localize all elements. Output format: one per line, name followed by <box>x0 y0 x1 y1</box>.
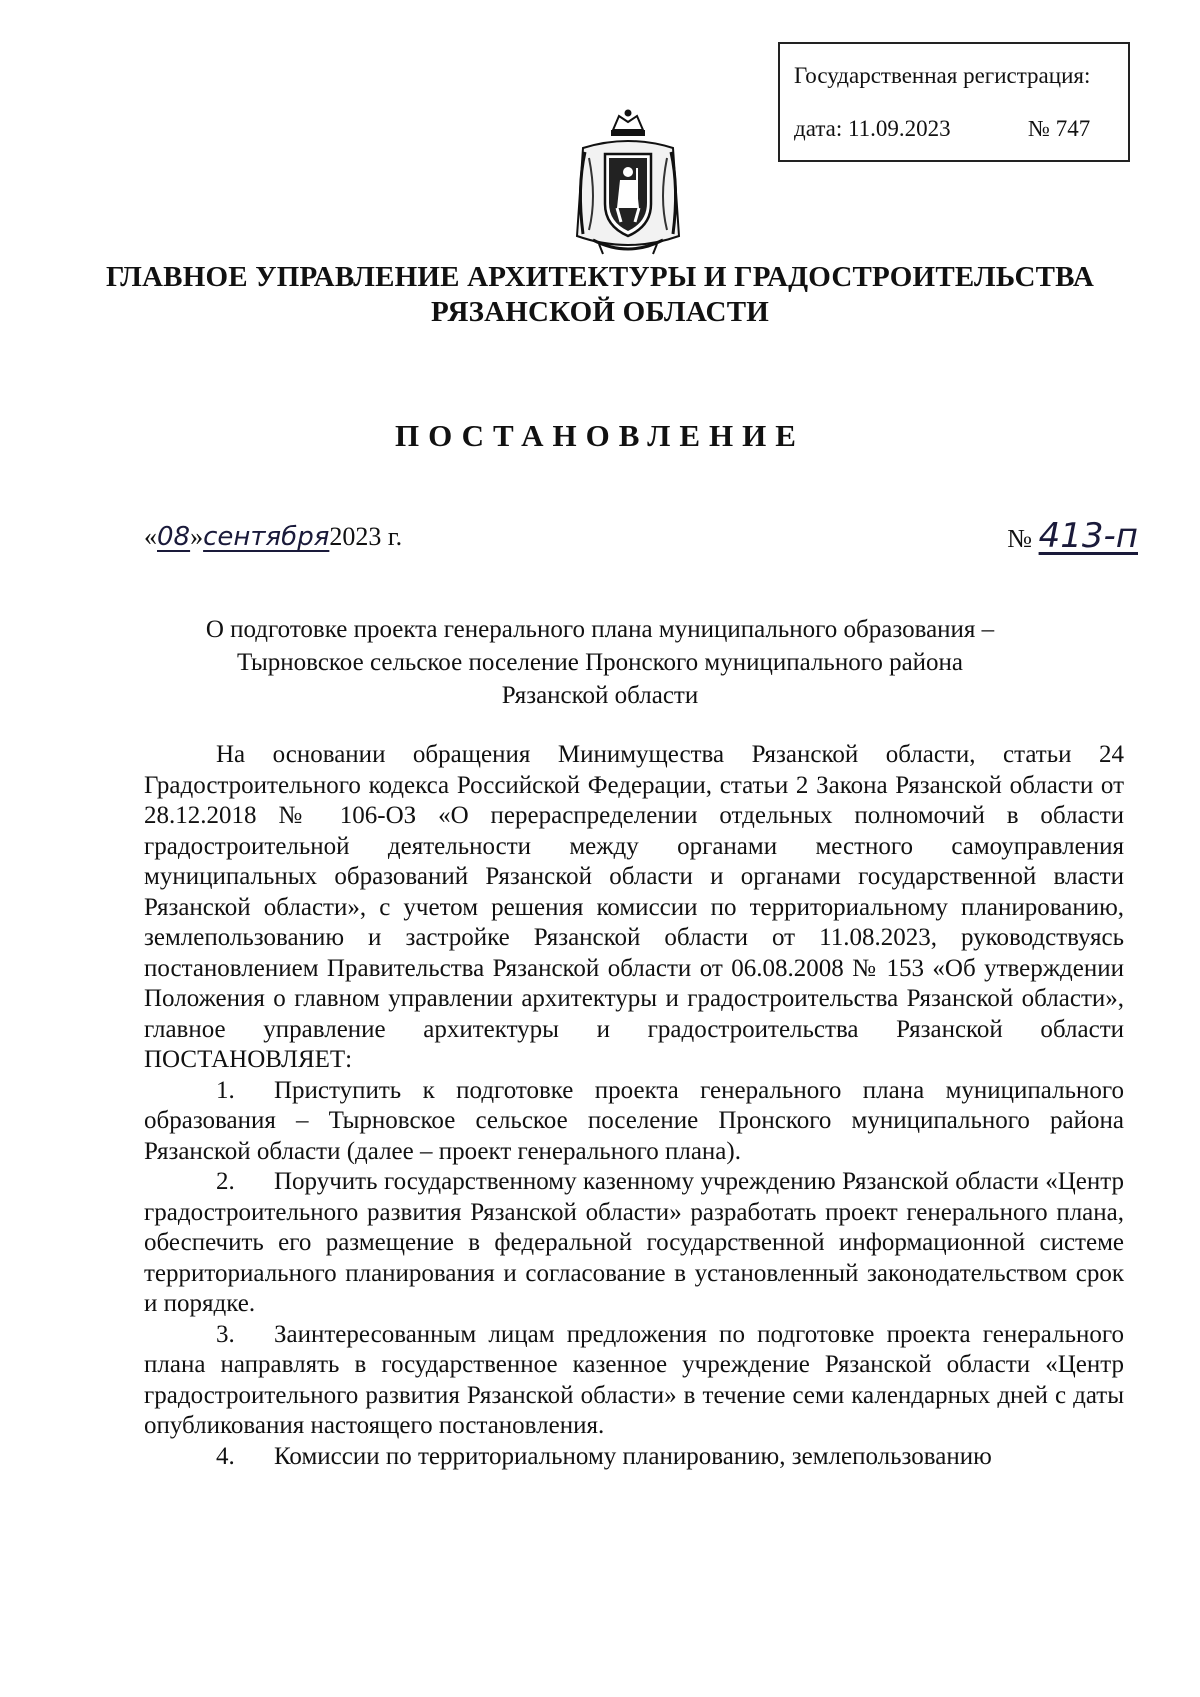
date-year: 2023 г. <box>329 522 403 551</box>
list-item: 4. Комиссии по территориальному планированию, землепользованию <box>216 1442 992 1470</box>
list-item: 3. Заинтересованным лицам предложения по подготовке проекта генерального плана направлять в государственное казенное учреждение Рязанской области «Центр градостроительного развития Рязанской области» в течение семи календарных дней с даты опубликования настоящего постановления. <box>144 1320 1124 1439</box>
date-month-handwritten: сентября <box>203 522 330 552</box>
registration-stamp <box>778 42 1130 162</box>
organization-title-line2: РЯЗАНСКОЙ ОБЛАСТИ <box>431 296 769 328</box>
document-number: № 413-п <box>1007 516 1138 556</box>
subject-line: Тырновское сельское поселение Пронского муниципального района <box>236 649 964 676</box>
list-item: 1. Приступить к подготовке проекта генерального плана муниципального образования – Тырновское сельское поселение Пронского муниципального района Рязанской области (далее – проект генерального плана). <box>144 1076 1124 1165</box>
subject-line: Рязанской области <box>501 682 699 709</box>
preamble-paragraph: На основании обращения Минимущества Рязанской области, статьи 24 Градостроительного кодекса Российской Федерации, статьи 2 Закона Рязанской области от 28.12.2018 № 106-ОЗ «О перераспределении отдельных полномочий в области градостроительной деятельности между органами местного самоуправления муниципальных образований Рязанской области и органами государственной власти Рязанской области», с учетом решения комиссии по территориальному планированию, землепользованию и застройке Рязанской области от 11.08.2023, руководствуясь постановлением Правительства Рязанской области от 06.08.2008 № 153 «Об утверждении Положения о главном управлении архитектуры и градостроительства Рязанской области», главное управление архитектуры и градостроительства Рязанской области ПОСТАНОВЛЯЕТ: <box>144 741 1124 1073</box>
registration-label: Государственная регистрация: <box>794 63 1091 88</box>
registration-number: № 747 <box>1028 116 1091 141</box>
date-day-handwritten: 08 <box>157 522 191 552</box>
document-body <box>144 740 1124 1472</box>
coat-of-arms-icon <box>563 108 693 258</box>
list-item: 2. Поручить государственному казенному учреждению Рязанской области «Центр градостроительного развития Рязанской области» разработать проект генерального плана, обеспечить его размещение в федеральной государственной информационной системе территориального планирования и согласование в установленный законодательством срок и порядке. <box>144 1168 1124 1317</box>
document-subject <box>150 613 1050 712</box>
registration-date: дата: 11.09.2023 <box>794 116 951 141</box>
subject-line: О подготовке проекта генерального плана муниципального образования – <box>205 616 995 643</box>
number-handwritten: 413-п <box>1038 516 1138 556</box>
document-type: ПОСТАНОВЛЕНИЕ <box>395 418 805 453</box>
organization-title-line1: ГЛАВНОЕ УПРАВЛЕНИЕ АРХИТЕКТУРЫ И ГРАДОСТРОИТЕЛЬСТВА <box>105 261 1095 293</box>
document-date: «08»сентября2023 г. <box>144 522 403 552</box>
